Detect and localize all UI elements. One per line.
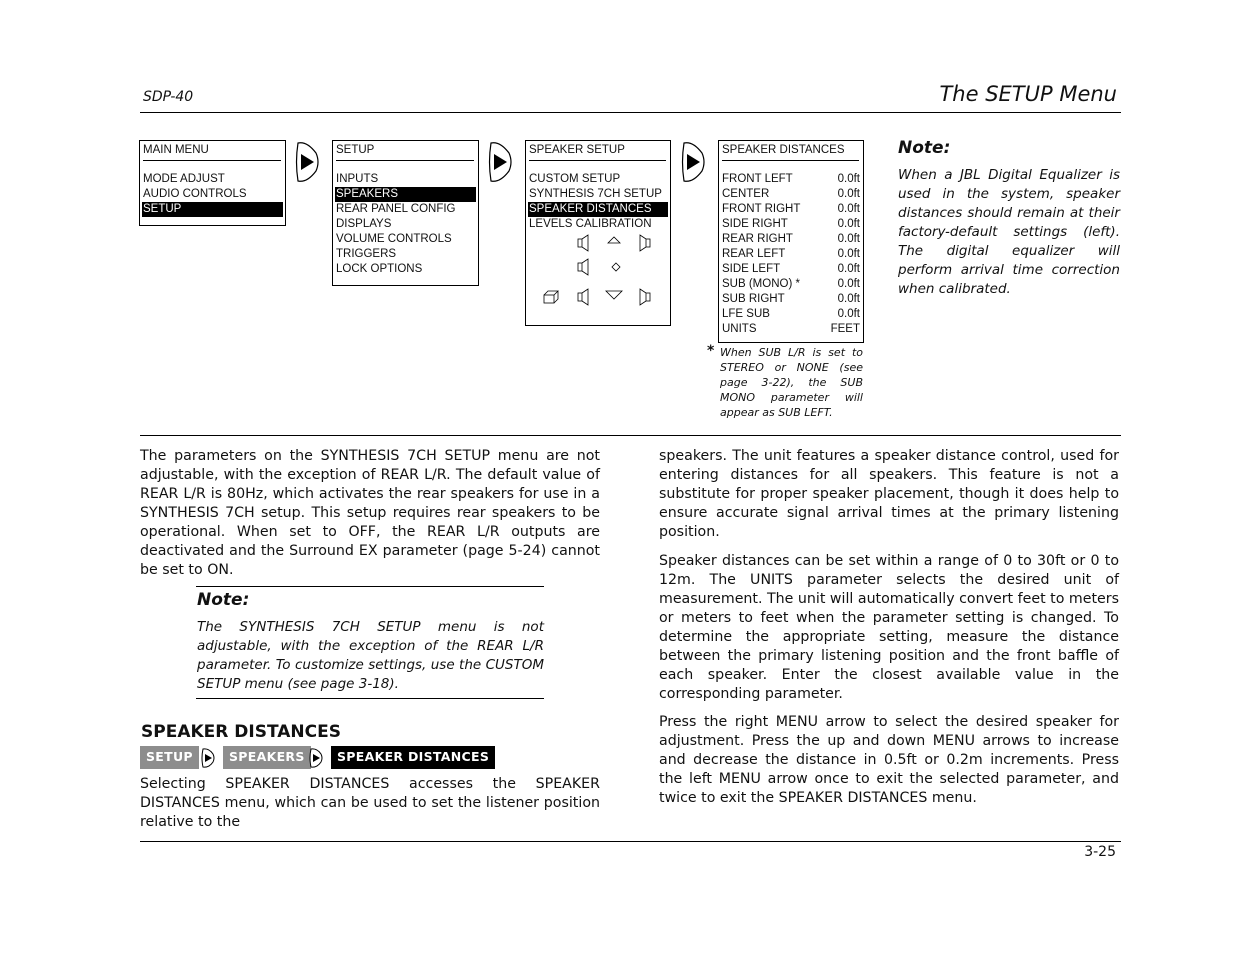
menu-item-volume-controls[interactable]: VOLUME CONTROLS	[336, 233, 452, 245]
right-arrow-icon	[200, 748, 216, 768]
distance-label: REAR RIGHT	[722, 233, 793, 245]
page-title: The SETUP Menu	[939, 82, 1117, 106]
header-rule	[140, 112, 1121, 113]
distance-value: FEET	[830, 323, 860, 335]
distance-row-side-right[interactable]	[719, 217, 863, 232]
note-heading: Note:	[197, 590, 250, 610]
distance-label: UNITS	[722, 323, 757, 335]
distance-value: 0.0ft	[837, 203, 860, 215]
right-arrow-icon	[294, 141, 320, 183]
setup-menu-title: SETUP	[336, 144, 375, 156]
distance-row-rear-right[interactable]	[719, 232, 863, 247]
menu-item-speakers-selected[interactable]: SPEAKERS	[335, 187, 476, 202]
distance-label: SIDE LEFT	[722, 263, 781, 275]
menu-item-synthesis-7ch-setup[interactable]: SYNTHESIS 7CH SETUP	[529, 188, 662, 200]
distance-value: 0.0ft	[837, 308, 860, 320]
main-menu-panel	[139, 140, 286, 226]
distance-row-units[interactable]	[719, 322, 863, 337]
menu-item-inputs[interactable]: INPUTS	[336, 173, 379, 185]
speaker-layout-diagram	[536, 233, 660, 319]
speaker-distances-menu-title: SPEAKER DISTANCES	[722, 144, 845, 156]
right-arrow-icon	[680, 141, 706, 183]
note-text: When a JBL Digital Equalizer is used in the system, speaker distances should remain at their factory-default settings (left). The digital equalizer will perform arrival time correction when calibrated.	[898, 167, 1120, 297]
section-title: SPEAKER DISTANCES	[141, 722, 341, 742]
menu-item-audio-controls[interactable]: AUDIO CONTROLS	[143, 188, 247, 200]
note-heading: Note:	[898, 138, 951, 158]
distance-row-rear-left[interactable]	[719, 247, 863, 262]
section-rule	[140, 435, 1121, 436]
footnote-text: When SUB L/R is set to STEREO or NONE (see page 3-22), the SUB MONO parameter will appear as SUB LEFT.	[720, 346, 863, 419]
distance-value: 0.0ft	[837, 218, 860, 230]
distance-value: 0.0ft	[837, 293, 860, 305]
distance-value: 0.0ft	[837, 248, 860, 260]
footnote-star: *	[707, 343, 715, 359]
distance-label: CENTER	[722, 188, 770, 200]
left-paragraph-2: Selecting SPEAKER DISTANCES accesses the SPEAKER DISTANCES menu, which can be used to set the listener position relative to the	[140, 776, 600, 830]
model-name: SDP-40	[143, 89, 194, 105]
distance-row-lfe-sub[interactable]	[719, 307, 863, 322]
left-paragraph-1: The parameters on the SYNTHESIS 7CH SETUP menu are not adjustable, with the exception of REAR L/R. The default value of REAR L/R is 80Hz, which activates the rear speakers for use in a SYNTHESIS 7CH setup. This setup requires rear speakers to be operational. When set to OFF, the REAR L/R outputs are deactivated and the Surround EX parameter (page 5-24) cannot be set to ON.	[140, 448, 600, 578]
note-top-rule	[196, 586, 544, 587]
note-bottom-rule	[196, 698, 544, 699]
distance-label: SUB (MONO) *	[722, 278, 800, 290]
right-arrow-icon	[308, 748, 324, 768]
menu-item-mode-adjust[interactable]: MODE ADJUST	[143, 173, 225, 185]
menu-item-speaker-distances-selected[interactable]: SPEAKER DISTANCES	[528, 202, 668, 217]
distance-value: 0.0ft	[837, 278, 860, 290]
distance-label: SIDE RIGHT	[722, 218, 788, 230]
distance-row-side-left[interactable]	[719, 262, 863, 277]
breadcrumb-speaker-distances: SPEAKER DISTANCES	[331, 746, 495, 769]
menu-item-setup-selected[interactable]: SETUP	[142, 202, 283, 217]
right-paragraph-3: Press the right MENU arrow to select the desired speaker for adjustment. Press the up and down MENU arrows to increase and decrease the distance in 0.5ft or 0.2m increments. Press the left MENU arrow once to exit the selected parameter, and twice to exit the SPEAKER DISTANCES menu.	[659, 714, 1119, 806]
breadcrumb-setup: SETUP	[140, 746, 199, 769]
main-menu-title: MAIN MENU	[143, 144, 209, 156]
menu-item-levels-calibration[interactable]: LEVELS CALIBRATION	[529, 218, 652, 230]
distance-row-center[interactable]	[719, 187, 863, 202]
distance-value: 0.0ft	[837, 188, 860, 200]
menu-item-triggers[interactable]: TRIGGERS	[336, 248, 397, 260]
distance-label: SUB RIGHT	[722, 293, 785, 305]
menu-item-displays[interactable]: DISPLAYS	[336, 218, 392, 230]
distance-row-sub-right[interactable]	[719, 292, 863, 307]
speaker-setup-menu-title: SPEAKER SETUP	[529, 144, 625, 156]
distance-label: FRONT RIGHT	[722, 203, 801, 215]
menu-item-rear-panel-config[interactable]: REAR PANEL CONFIG	[336, 203, 456, 215]
distance-label: LFE SUB	[722, 308, 770, 320]
distance-row-front-left[interactable]	[719, 172, 863, 187]
breadcrumb-speakers: SPEAKERS	[223, 746, 311, 769]
distance-row-front-right[interactable]	[719, 202, 863, 217]
setup-menu-panel	[332, 140, 479, 286]
distance-value: 0.0ft	[837, 233, 860, 245]
speaker-distances-menu-panel	[718, 140, 864, 343]
menu-item-lock-options[interactable]: LOCK OPTIONS	[336, 263, 423, 275]
footer-rule	[140, 841, 1121, 842]
page-number: 3-25	[1084, 844, 1116, 860]
speaker-setup-menu-panel	[525, 140, 671, 326]
distance-row-sub-mono[interactable]	[719, 277, 863, 292]
distance-label: REAR LEFT	[722, 248, 786, 260]
distance-label: FRONT LEFT	[722, 173, 793, 185]
right-paragraph-1: speakers. The unit features a speaker distance control, used for entering distances for all speakers. This feature is not a substitute for proper speaker placement, though it does help to ensure accurate signal arrival times at the primary listening position.	[659, 448, 1119, 540]
note-text: The SYNTHESIS 7CH SETUP menu is not adjustable, with the exception of the REAR L/R parameter. To customize settings, use the CUSTOM SETUP menu (see page 3-18).	[197, 619, 544, 692]
menu-item-custom-setup[interactable]: CUSTOM SETUP	[529, 173, 621, 185]
distance-value: 0.0ft	[837, 173, 860, 185]
right-paragraph-2: Speaker distances can be set within a range of 0 to 30ft or 0 to 12m. The UNITS parameter selects the desired unit of measurement. The unit will automatically convert feet to meters or meters to feet when the parameter setting is changed. To determine the appropriate setting, measure the distance between the primary listening position and the front baffle of each speaker. Enter the closest available value in the corresponding parameter.	[659, 553, 1119, 702]
right-arrow-icon	[487, 141, 513, 183]
distance-value: 0.0ft	[837, 263, 860, 275]
